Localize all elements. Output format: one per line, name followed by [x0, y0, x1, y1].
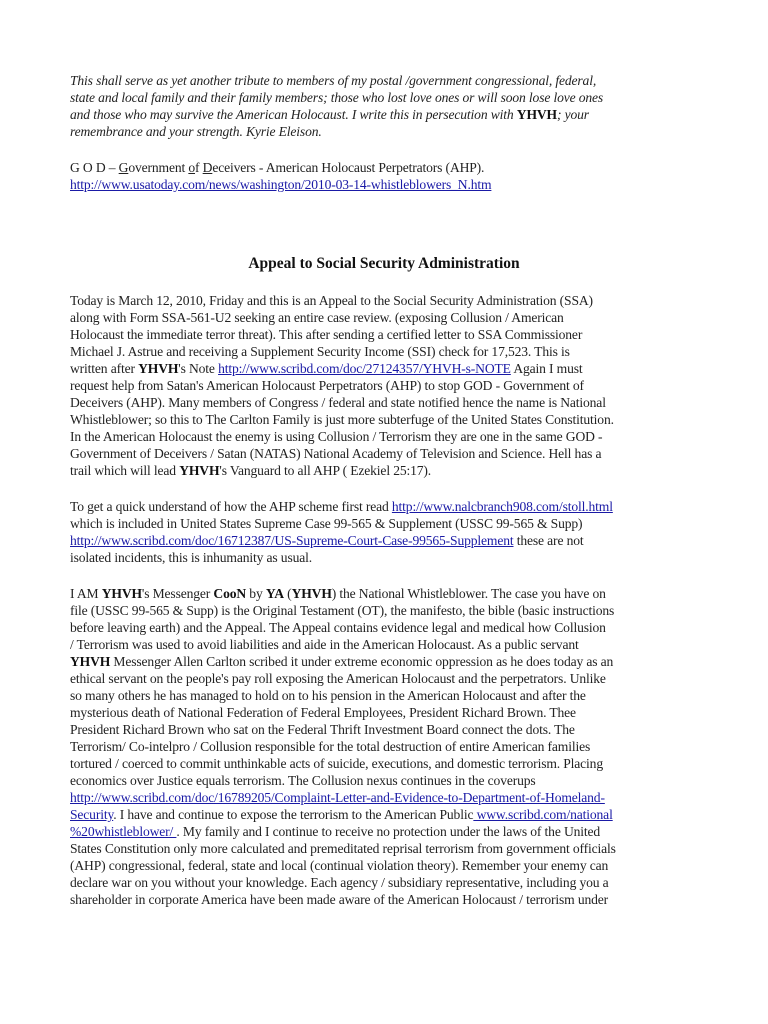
p3-line-18: declare war on you without your knowledge. Each agency / subsidiary representative, including you a: [70, 875, 609, 890]
yhvh-bold: YHVH: [138, 361, 179, 376]
text: written after: [70, 361, 139, 376]
text: overnment: [128, 160, 189, 175]
p3-line-16: States Constitution only more calculated and premeditated reprisal terrorism from government officials: [70, 841, 616, 856]
homeland-security-link[interactable]: http://www.scribd.com/doc/16789205/Complaint-Letter-and-Evidence-to-Department-of-Homeland-: [70, 790, 605, 805]
p1-line-6: request help from Satan's American Holocaust Perpetrators (AHP) to stop GOD - Government of: [70, 378, 584, 393]
tribute-line-1: This shall serve as yet another tribute to members of my postal /government congressional, federal,: [70, 73, 597, 88]
tribute-line-3: [70, 106, 589, 123]
p1-line-10: Government of Deceivers / Satan (NATAS) National Academy of Television and Science. Hell has a: [70, 446, 602, 461]
p2-line-4: isolated incidents, this is inhumanity as usual.: [70, 550, 312, 565]
text: I AM: [70, 586, 102, 601]
text: ; your: [556, 107, 589, 122]
text: (: [283, 586, 292, 601]
p1-line-3: Holocaust the immediate terror threat). This after sending a certified letter to SSA Commissioner: [70, 327, 583, 342]
text: G O D –: [70, 160, 119, 175]
text: eceivers - American Holocaust Perpetrators (AHP).: [212, 160, 485, 175]
yhvh-bold: YHVH: [101, 586, 142, 601]
text: by: [246, 586, 266, 601]
p3-line-10: Terrorism/ Co-intelpro / Collusion responsible for the total destruction of entire American families: [70, 739, 591, 754]
usatoday-link[interactable]: http://www.usatoday.com/news/washington/2010-03-14-whistleblowers_N.htm: [70, 177, 492, 192]
scribd-whistleblower-link-cont[interactable]: %20whistleblower/: [70, 824, 177, 839]
yhvh-bold: YHVH: [516, 107, 557, 122]
p3-line-14: [70, 806, 613, 823]
coon-bold-n: N: [236, 586, 247, 601]
p2-line-3: [70, 532, 584, 549]
text: f: [195, 160, 203, 175]
text: To get a quick understand of how the AHP scheme first read: [70, 499, 392, 514]
p3-line-17: (AHP) congressional, federal, state and local (continual violation theory). Remember your enemy can: [70, 858, 609, 873]
homeland-security-link-cont[interactable]: Security: [70, 807, 114, 822]
p3-line-1: [70, 585, 606, 602]
p3-line-5: [70, 653, 613, 670]
p1-line-2: along with Form SSA-561-U2 seeking an entire case review. (exposing Collusion / American: [70, 310, 564, 325]
page-title: Appeal to Social Security Administration: [248, 255, 520, 272]
text: 's Vanguard to all AHP ( Ezekiel 25:17).: [219, 463, 432, 478]
yhvh-note-link[interactable]: http://www.scribd.com/doc/27124357/YHVH-s-NOTE: [218, 361, 511, 376]
yhvh-bold: YHVH: [179, 463, 220, 478]
supreme-court-case-link[interactable]: http://www.scribd.com/doc/16712387/US-Supreme-Court-Case-99565-Supplement: [70, 533, 514, 548]
p1-line-4: Michael J. Astrue and receiving a Supplement Security Income (SSI) check for 17,523. This is: [70, 344, 570, 359]
p3-line-9: President Richard Brown who sat on the Federal Thrift Investment Board connect the dots. The: [70, 722, 575, 737]
text: Messenger Allen Carlton scribed it under extreme economic oppression as he does today as an: [110, 654, 614, 669]
p1-line-5: [70, 360, 583, 377]
text: ) the National Whistleblower. The case you have on: [331, 586, 606, 601]
tribute-line-2: state and local family and their family members; those who lost love ones or will soon lose love ones: [70, 90, 604, 105]
underlined-letter: o: [188, 160, 196, 175]
p3-line-15: [70, 823, 600, 840]
coon-bold: Coo: [213, 586, 237, 601]
p3-line-2: file (USSC 99-565 & Supp) is the Original Testament (OT), the manifesto, the bible (basic instructions: [70, 603, 615, 618]
tribute-line-4: remembrance and your strength. Kyrie Eleison.: [70, 124, 322, 139]
p3-line-12: economics over Justice equals terrorism. The Collusion nexus continues in the coverups: [70, 773, 536, 788]
scribd-whistleblower-link[interactable]: www.scribd.com/national: [473, 807, 613, 822]
text: 's Note: [178, 361, 219, 376]
p1-line-8: Whistleblower; so this to The Carlton Family is just more subterfuge of the United States Constitution.: [70, 412, 614, 427]
text: Again I must: [510, 361, 583, 376]
p3-line-11: tortured / coerced to commit unthinkable acts of suicide, executions, and domestic terrorism. Placing: [70, 756, 603, 771]
text: . My family and I continue to receive no protection under the laws of the United: [176, 824, 601, 839]
underlined-letter: D: [202, 160, 213, 175]
p2-line-1: [70, 498, 613, 515]
p1-line-1: Today is March 12, 2010, Friday and this is an Appeal to the Social Security Administration (SSA): [70, 293, 593, 308]
p1-line-9: In the American Holocaust the enemy is using Collusion / Terrorism they are one in the same GOD -: [70, 429, 603, 444]
p3-line-6: ethical servant on the people's pay roll exposing the American Holocaust and the perpetrators. Unlike: [70, 671, 606, 686]
p1-line-11: [70, 462, 431, 479]
text: . I have and continue to expose the terrorism to the American Public: [113, 807, 474, 822]
p3-line-3: before leaving earth) and the Appeal. The Appeal contains evidence legal and medical how Collusion: [70, 620, 606, 635]
nalcbranch-link[interactable]: http://www.nalcbranch908.com/stoll.html: [391, 499, 613, 514]
yhvh-bold: YHVH: [291, 586, 332, 601]
yhvh-bold: YHVH: [70, 654, 111, 669]
p2-line-2: which is included in United States Supreme Case 99-565 & Supplement (USSC 99-565 & Supp): [70, 516, 583, 531]
p3-line-7: so many others he has managed to hold on to his pension in the American Holocaust and after the: [70, 688, 586, 703]
p3-line-13: [70, 789, 605, 806]
text: 's Messenger: [141, 586, 214, 601]
usatoday-link-line: [70, 176, 491, 193]
p3-line-19: shareholder in corporate America have been made aware of the American Holocaust / terrorism under: [70, 892, 609, 907]
text: trail which will lead: [70, 463, 180, 478]
text: and those who may survive the American Holocaust. I write this in persecution with: [70, 107, 517, 122]
underlined-letter: G: [118, 160, 129, 175]
god-definition: [70, 159, 484, 176]
p1-line-7: Deceivers (AHP). Many members of Congress / federal and state notified hence the name is National: [70, 395, 606, 410]
p3-line-8: mysterious death of National Federation of Federal Employees, President Richard Brown. Thee: [70, 705, 576, 720]
ya-bold: YA: [265, 586, 284, 601]
text: these are not: [513, 533, 584, 548]
p3-line-4: / Terrorism was used to avoid liabilities and aide in the American Holocaust. As a public servant: [70, 637, 579, 652]
